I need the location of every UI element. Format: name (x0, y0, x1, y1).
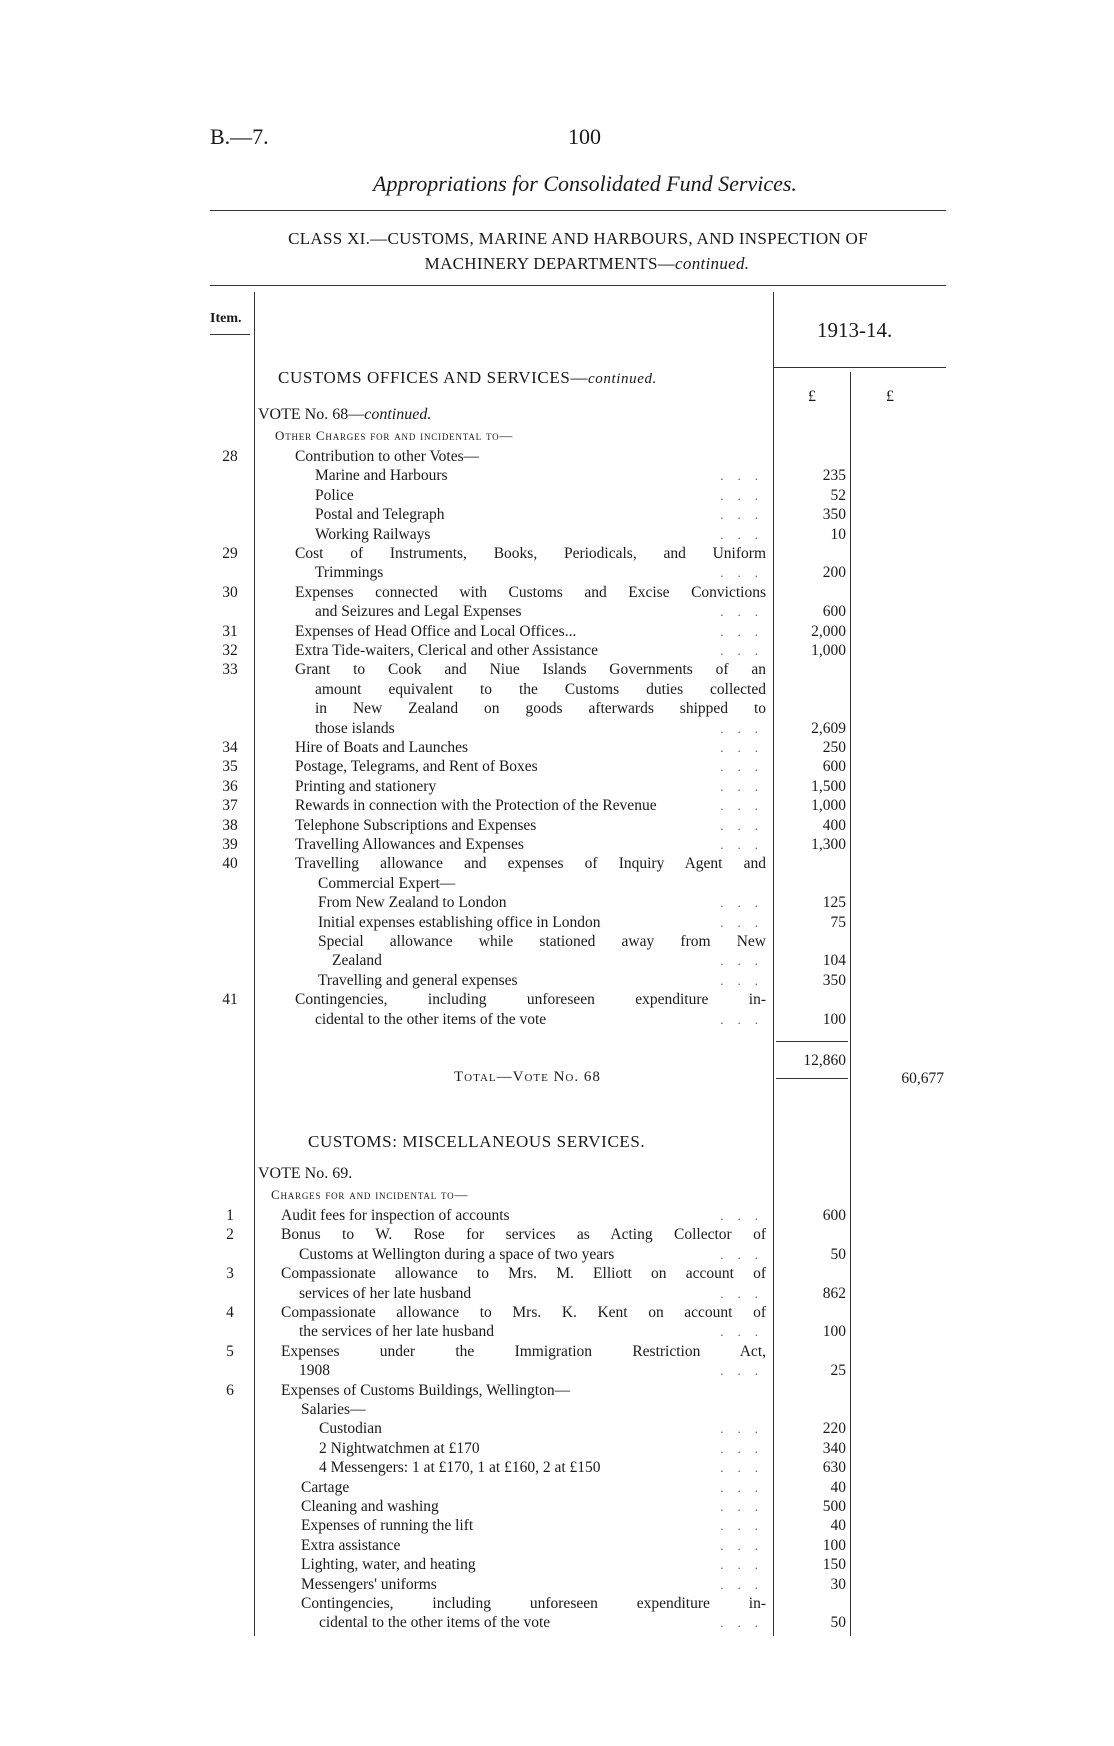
vote-68-item-amount: 235 (822, 467, 846, 485)
vote-69-leader-dots: ... (720, 1499, 772, 1514)
vote-68-item-number: 32 (222, 642, 238, 659)
vote-68-item-amount: 10 (830, 525, 846, 543)
vote-68-item-amount: 350 (822, 971, 846, 989)
vote-69-item-amount: 630 (822, 1459, 846, 1477)
vote-68-row (0, 660, 1114, 679)
vote-68-row (0, 544, 1114, 563)
class-heading-line2-italic: continued. (675, 254, 750, 273)
vote-69-item-amount: 600 (822, 1207, 846, 1224)
customs-section-italic: continued. (588, 371, 657, 387)
vote-68-item-number: 33 (222, 661, 238, 679)
vote-68-item-description: Hire of Boats and Launches (295, 739, 469, 756)
vote-68-leader-dots: ... (720, 759, 772, 775)
page-number: 100 (568, 124, 601, 149)
vote-68-row (0, 505, 1114, 524)
vote-68-item-amount: 250 (822, 739, 846, 756)
vote-69-item-description: Lighting, water, and heating (301, 1556, 476, 1574)
vote-68-item-number: 31 (222, 622, 238, 640)
vote-69-leader-dots: ... (720, 1518, 772, 1534)
vote-69-item-amount: 25 (830, 1362, 846, 1380)
vote-69-leader-dots: ... (720, 1557, 772, 1573)
vote-68-item-amount: 200 (822, 564, 846, 582)
vote-69-item-amount: 30 (830, 1575, 846, 1593)
vote-68-row (0, 583, 1114, 602)
pound-sign-col1: £ (808, 388, 816, 405)
vote-68-item-amount: 1,500 (811, 777, 846, 795)
vote-69-item-amount: 100 (822, 1536, 846, 1554)
vote-69-item-description: cidental to the other items of the vote (319, 1614, 551, 1632)
vote-68-item-number: 41 (222, 991, 238, 1009)
vote-68-item-number: 30 (222, 583, 238, 601)
vote-69-leader-dots: ... (720, 1440, 772, 1456)
vote-68-row (0, 874, 1114, 893)
vote-68-row (0, 796, 1114, 815)
vote-68-leader-dots: ... (720, 914, 772, 930)
vote-68-row (0, 951, 1114, 970)
vote-68-leader-dots: ... (720, 972, 772, 988)
vote-68-item-number: 36 (222, 777, 238, 795)
vote-69-item-description: Expenses of Customs Buildings, Wellington— (281, 1381, 571, 1399)
vote-68-item-description: amount equivalent to the Customs duties collected (315, 680, 766, 698)
vote-69-row (0, 1225, 1114, 1244)
vote-68-item-description: Commercial Expert— (318, 874, 456, 892)
vote-69-item-description: the services of her late husband (299, 1323, 494, 1341)
vote-68-row (0, 486, 1114, 505)
vote-68-row (0, 738, 1114, 757)
vote-68-item-number: 37 (222, 797, 238, 815)
vote-68-italic: continued. (364, 406, 432, 423)
vote-68-item-description: Cost of Instruments, Books, Periodicals, and Uniform (295, 545, 766, 562)
vote-69-row (0, 1555, 1114, 1574)
vote-69-item-amount: 50 (830, 1614, 846, 1632)
vote-69-row (0, 1516, 1114, 1535)
vote-68-item-amount: 350 (822, 506, 846, 524)
vote-68-item-description: Expenses connected with Customs and Excise Convictions (295, 583, 766, 601)
vote-69-row (0, 1361, 1114, 1380)
vote-68-row (0, 893, 1114, 912)
year-column-header: 1913-14. (817, 318, 893, 342)
subtotal-underline (776, 1078, 848, 1079)
vote-69-charges-heading: Charges for and incidental to— (271, 1187, 469, 1202)
vote-68-row (0, 854, 1114, 873)
vote-69-row (0, 1264, 1114, 1283)
vote-68-item-description: From New Zealand to London (318, 894, 507, 912)
vote-68-leader-dots: ... (720, 953, 772, 969)
vote-69-item-description: Compassionate allowance to Mrs. M. Elliott on account of (281, 1265, 766, 1283)
vote-68-item-number: 40 (222, 855, 238, 873)
vote-68-item-description: Expenses of Head Office and Local Offices... (295, 622, 577, 640)
customs-section-main: CUSTOMS OFFICES AND SERVICES— (278, 368, 588, 387)
vote-68-item-description: Working Railways (315, 525, 431, 543)
vote-68-row (0, 757, 1114, 776)
vote-68-subtotal: 12,860 (803, 1052, 846, 1069)
vote-68-item-amount: 1,300 (811, 836, 846, 853)
vote-68-row (0, 641, 1114, 660)
vote-69-item-amount: 40 (830, 1478, 846, 1496)
vote-68-total-amount: 60,677 (901, 1070, 944, 1087)
vote-69-item-amount: 500 (822, 1498, 846, 1515)
vote-68-item-amount: 600 (822, 758, 846, 776)
vote-68-item-amount: 2,000 (811, 622, 846, 640)
vote-69-row (0, 1594, 1114, 1613)
vote-68-item-description: and Seizures and Legal Expenses (315, 603, 522, 621)
class-heading-line2-main: MACHINERY DEPARTMENTS— (424, 254, 676, 273)
vote-68-item-amount: 2,609 (811, 719, 846, 737)
vote-68-row (0, 447, 1114, 466)
vote-69-item-description: Contingencies, including unforeseen expenditure in- (301, 1595, 766, 1612)
vote-69-leader-dots: ... (720, 1460, 772, 1476)
vote-68-row (0, 913, 1114, 932)
vote-68-item-description: those islands (315, 719, 395, 737)
vote-68-leader-dots: ... (720, 740, 772, 755)
vote-68-item-amount: 104 (822, 952, 846, 970)
vote-69-row (0, 1322, 1114, 1341)
vote-68-item-description: Trimmings (315, 564, 384, 582)
vote-68-item-amount: 125 (822, 894, 846, 912)
vote-69-item-description: Salaries— (301, 1401, 366, 1418)
vote-69-leader-dots: ... (720, 1208, 772, 1223)
vote-68-leader-dots: ... (720, 468, 772, 484)
vote-69-row (0, 1206, 1114, 1225)
vote-68-charges-heading: Other Charges for and incidental to— (275, 428, 514, 443)
vote-68-leader-dots: ... (720, 817, 772, 833)
vote-69-row (0, 1613, 1114, 1632)
vote-68-item-description: Telephone Subscriptions and Expenses (295, 816, 537, 834)
misc-section-heading: CUSTOMS: MISCELLANEOUS SERVICES. (308, 1132, 646, 1151)
vote-68-item-amount: 75 (830, 913, 846, 931)
vote-68-item-description: Printing and stationery (295, 777, 437, 795)
vote-68-item-amount: 400 (822, 816, 846, 834)
vote-69-leader-dots: ... (720, 1324, 772, 1340)
vote-69-leader-dots: ... (720, 1363, 772, 1379)
vote-68-item-number: 35 (222, 758, 238, 776)
vote-68-leader-dots: ... (720, 507, 772, 523)
vote-68-item-description: Special allowance while stationed away from New (318, 933, 766, 950)
vote-68-item-amount: 600 (822, 603, 846, 621)
vote-68-item-amount: 1,000 (811, 797, 846, 815)
vote-69-item-description: Messengers' uniforms (301, 1575, 437, 1593)
vote-68-item-description: Grant to Cook and Niue Islands Governments of an (295, 661, 766, 679)
vote-68-main: VOTE No. 68— (258, 406, 365, 423)
vote-68-row (0, 1010, 1114, 1029)
vote-69-item-number: 6 (226, 1381, 234, 1399)
vote-68-item-description: Police (315, 486, 354, 504)
vote-68-leader-dots: ... (720, 720, 772, 736)
vote-69-leader-dots: ... (720, 1537, 772, 1553)
vote-68-item-number: 29 (222, 545, 238, 562)
vote-69-item-description: Cartage (301, 1478, 350, 1496)
vote-69-row (0, 1439, 1114, 1458)
vote-68-leader-dots: ... (720, 1011, 772, 1027)
vote-68-row (0, 622, 1114, 641)
vote-68-item-description: Contingencies, including unforeseen expenditure in- (295, 991, 766, 1009)
vote-69-row (0, 1284, 1114, 1303)
vote-68-row (0, 699, 1114, 718)
vote-68-item-amount: 52 (830, 486, 846, 504)
vote-69-item-amount: 50 (830, 1245, 846, 1263)
vote-69-leader-dots: ... (720, 1615, 772, 1631)
vote-69-item-description: 4 Messengers: 1 at £170, 1 at £160, 2 at £150 (319, 1459, 601, 1477)
vote-69-item-amount: 340 (822, 1439, 846, 1457)
vote-68-item-description: Zealand (332, 952, 382, 970)
vote-68-leader-dots: ... (720, 526, 772, 542)
vote-68-item-description: Travelling allowance and expenses of Inquiry Agent and (295, 855, 766, 873)
vote-69-item-description: Custodian (319, 1420, 382, 1438)
vote-68-item-description: cidental to the other items of the vote (315, 1010, 547, 1028)
vote-69-item-amount: 40 (830, 1517, 846, 1535)
vote-69-item-description: Cleaning and washing (301, 1498, 439, 1515)
vote-69-item-description: Expenses under the Immigration Restriction Act, (281, 1342, 766, 1360)
vote-69-item-amount: 220 (822, 1420, 846, 1438)
vote-68-total-label: Total—Vote No. 68 (454, 1069, 601, 1085)
vote-69-row (0, 1575, 1114, 1594)
page-title: Appropriations for Consolidated Fund Services. (373, 171, 797, 196)
vote-69-item-description: Compassionate allowance to Mrs. K. Kent on account of (281, 1304, 766, 1321)
vote-68-leader-dots: ... (720, 778, 772, 794)
vote-69-row (0, 1400, 1114, 1419)
vote-69-row (0, 1381, 1114, 1400)
vote-68-item-number: 39 (222, 836, 238, 853)
vote-69-item-description: Customs at Wellington during a space of two years (299, 1245, 615, 1263)
vote-69-item-description: services of her late husband (299, 1284, 472, 1302)
vote-68-row (0, 466, 1114, 485)
vote-69-item-amount: 100 (822, 1323, 846, 1341)
vote-69-item-number: 1 (226, 1207, 234, 1224)
vote-68-item-description: Initial expenses establishing office in London (318, 913, 601, 931)
vote-69-leader-dots: ... (720, 1421, 772, 1437)
vote-68-leader-dots: ... (720, 565, 772, 581)
vote-69-item-number: 3 (226, 1265, 234, 1283)
vote-69-item-description: Expenses of running the lift (301, 1517, 474, 1535)
class-heading-line1: CLASS XI.—CUSTOMS, MARINE AND HARBOURS, AND INSPECTION OF (288, 229, 868, 248)
vote-69-row (0, 1497, 1114, 1516)
pound-sign-col2: £ (886, 388, 894, 405)
vote-68-item-description: Travelling and general expenses (318, 971, 518, 989)
vote-68-leader-dots: ... (720, 604, 772, 620)
vote-68-leader-dots: ... (720, 643, 772, 658)
vote-69-leader-dots: ... (720, 1246, 772, 1262)
vote-68-leader-dots: ... (720, 798, 772, 814)
vote-69-leader-dots: ... (720, 1479, 772, 1495)
vote-69-row (0, 1342, 1114, 1361)
vote-68-row (0, 777, 1114, 796)
vote-69-row (0, 1245, 1114, 1264)
vote-69-item-description: 1908 (299, 1362, 330, 1380)
vote-69-item-number: 5 (226, 1342, 234, 1360)
vote-68-item-description: Extra Tide-waiters, Clerical and other Assistance (295, 642, 599, 659)
vote-68-item-amount: 100 (822, 1010, 846, 1028)
vote-68-row (0, 971, 1114, 990)
vote-69-leader-dots: ... (720, 1285, 772, 1301)
vote-69-item-description: Extra assistance (301, 1536, 401, 1554)
vote-68-item-description: Rewards in connection with the Protection of the Revenue (295, 797, 657, 815)
vote-68-item-description: Travelling Allowances and Expenses (295, 836, 524, 853)
vote-68-row (0, 602, 1114, 621)
vote-68-item-number: 34 (222, 739, 238, 756)
vote-68-item-number: 28 (222, 448, 238, 465)
vote-68-item-description: Contribution to other Votes— (295, 448, 480, 465)
vote-68-row (0, 990, 1114, 1009)
vote-68-item-number: 38 (222, 816, 238, 834)
vote-68-row (0, 932, 1114, 951)
vote-68-item-description: Marine and Harbours (315, 467, 448, 485)
vote-69-row (0, 1536, 1114, 1555)
vote-69-row (0, 1303, 1114, 1322)
vote-68-leader-dots: ... (720, 623, 772, 639)
vote-69-row (0, 1419, 1114, 1438)
vote-69-heading: VOTE No. 69. (258, 1165, 353, 1182)
vote-68-leader-dots: ... (720, 487, 772, 503)
vote-68-row (0, 835, 1114, 854)
vote-68-row (0, 680, 1114, 699)
vote-69-row (0, 1478, 1114, 1497)
vote-69-item-description: Bonus to W. Rose for services as Acting Collector of (281, 1226, 766, 1244)
vote-68-item-description: Postage, Telegrams, and Rent of Boxes (295, 758, 538, 776)
vote-68-row (0, 563, 1114, 582)
vote-69-item-number: 2 (226, 1226, 234, 1244)
vote-69-item-description: 2 Nightwatchmen at £170 (319, 1439, 480, 1457)
vote-69-row (0, 1458, 1114, 1477)
vote-68-row (0, 719, 1114, 738)
vote-68-item-amount: 1,000 (811, 642, 846, 659)
vote-68-row (0, 525, 1114, 544)
vote-68-item-description: Postal and Telegraph (315, 506, 445, 524)
vote-68-leader-dots: ... (720, 895, 772, 911)
vote-68-leader-dots: ... (720, 837, 772, 852)
vote-69-leader-dots: ... (720, 1576, 772, 1592)
vote-69-item-amount: 862 (822, 1284, 846, 1302)
vote-69-item-amount: 150 (822, 1556, 846, 1574)
vote-68-row (0, 816, 1114, 835)
vote-69-item-number: 4 (226, 1304, 234, 1321)
vote-68-item-description: in New Zealand on goods afterwards shipped to (315, 700, 766, 718)
vote-69-item-description: Audit fees for inspection of accounts (281, 1207, 510, 1224)
item-column-header: Item. (210, 311, 242, 326)
subtotal-rule (776, 1041, 848, 1042)
document-code: B.—7. (210, 124, 269, 149)
